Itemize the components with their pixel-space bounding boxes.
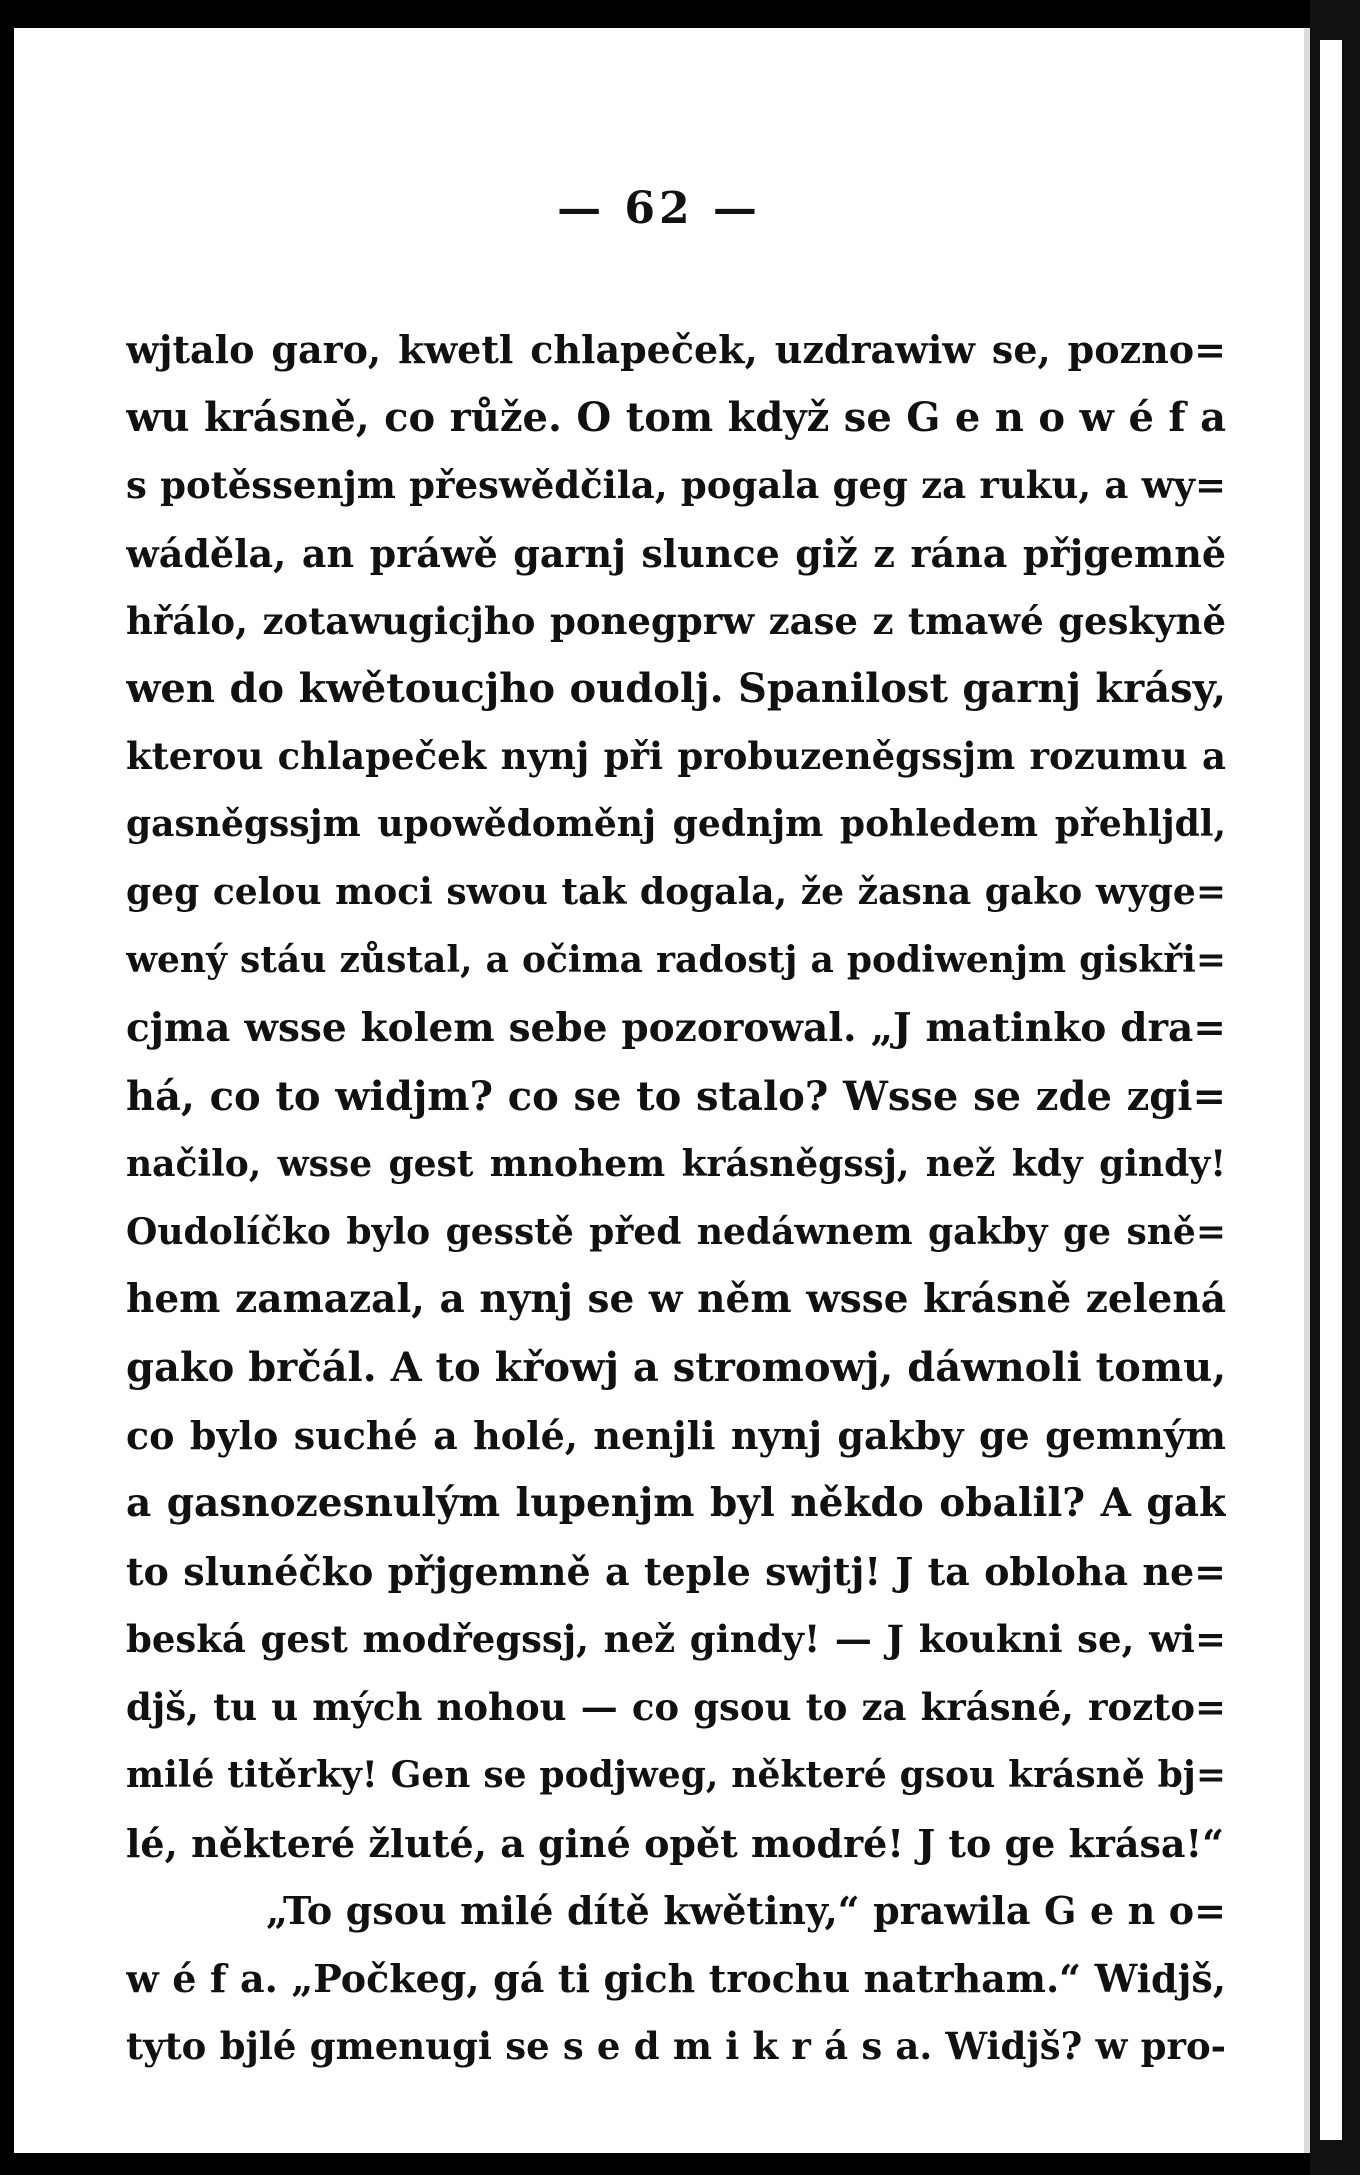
text-line: wjtalo garo, kwetl chlapeček, uzdrawiw se, pozno= — [126, 327, 1226, 372]
text-line: načilo, wsse gest mnohem krásněgssj, než kdy gindy! — [126, 1142, 1226, 1185]
text-line: beská gest modřegssj, než gindy! — J koukni se, wi= — [126, 1616, 1226, 1661]
text-line: geg celou moci swou tak dogala, že žasna gako wyge= — [126, 871, 1226, 914]
text-line: w é f a. „Počkeg, gá ti gich trochu natrham.“ Widjš, — [126, 1956, 1226, 2002]
text-line: wen do kwětoucjho oudolj. Spanilost garnj krásy, — [126, 665, 1226, 713]
text-line: hem zamazal, a nynj se w něm wsse krásně zelená — [126, 1276, 1226, 1323]
text-line: wu krásně, co růže. O tom když se G e n o w é f a — [126, 393, 1226, 441]
text-line: lé, některé žluté, a giné opět modré! J to ge krása!“ — [126, 1820, 1225, 1866]
text-line: „To gsou milé dítě kwětiny,“ prawila G e n o= — [266, 1888, 1226, 1934]
text-line: gasněgssjm upowědoměnj gednjm pohledem přehljdl, — [126, 803, 1226, 846]
text-line: djš, tu u mých nohou — co gsou to za krásné, rozto= — [126, 1684, 1226, 1729]
page-number: — 62 — — [557, 183, 761, 234]
text-line: kterou chlapeček nynj při probuzeněgssjm rozumu a — [126, 734, 1226, 779]
text-line: hřálo, zotawugicjho ponegprw zase z tmawé geskyně — [126, 598, 1226, 643]
text-line: milé titěrky! Gen se podjweg, některé gsou krásně bj= — [126, 1753, 1226, 1796]
book-page — [14, 28, 1310, 2153]
text-line: co bylo suché a holé, nenjli nynj gakby ge gemným — [126, 1413, 1226, 1459]
text-line: s potěssenjm přeswědčila, pogala geg za ruku, a wy= — [126, 462, 1226, 507]
text-line: cjma wsse kolem sebe pozorowal. „J matinko dra= — [126, 1004, 1226, 1051]
text-line: Oudolíčko bylo gesstě před nedáwnem gakby ge sně= — [126, 1210, 1226, 1253]
text-line: wáděla, an práwě garnj slunce giž z rána přjgemně — [126, 530, 1226, 576]
text-line: gako brčál. A to křowj a stromowj, dáwnoli tomu, — [126, 1344, 1226, 1392]
body-text — [126, 316, 1226, 2081]
adjacent-page-edge — [1320, 40, 1342, 2140]
text-line: há, co to widjm? co se to stalo? Wsse se zde zgi= — [126, 1072, 1226, 1120]
text-line: wený stáu zůstal, a očima radostj a podiwenjm giskři= — [126, 939, 1226, 982]
text-line: a gasnozesnulým lupenjm byl někdo obalil? A gak — [126, 1480, 1226, 1527]
text-line: tyto bjlé gmenugi se s e d m i k r á s a. Widjš? w pro- — [126, 2024, 1226, 2069]
text-line: to slunéčko přjgemně a teple swjtj! J ta obloha ne= — [126, 1549, 1226, 1595]
